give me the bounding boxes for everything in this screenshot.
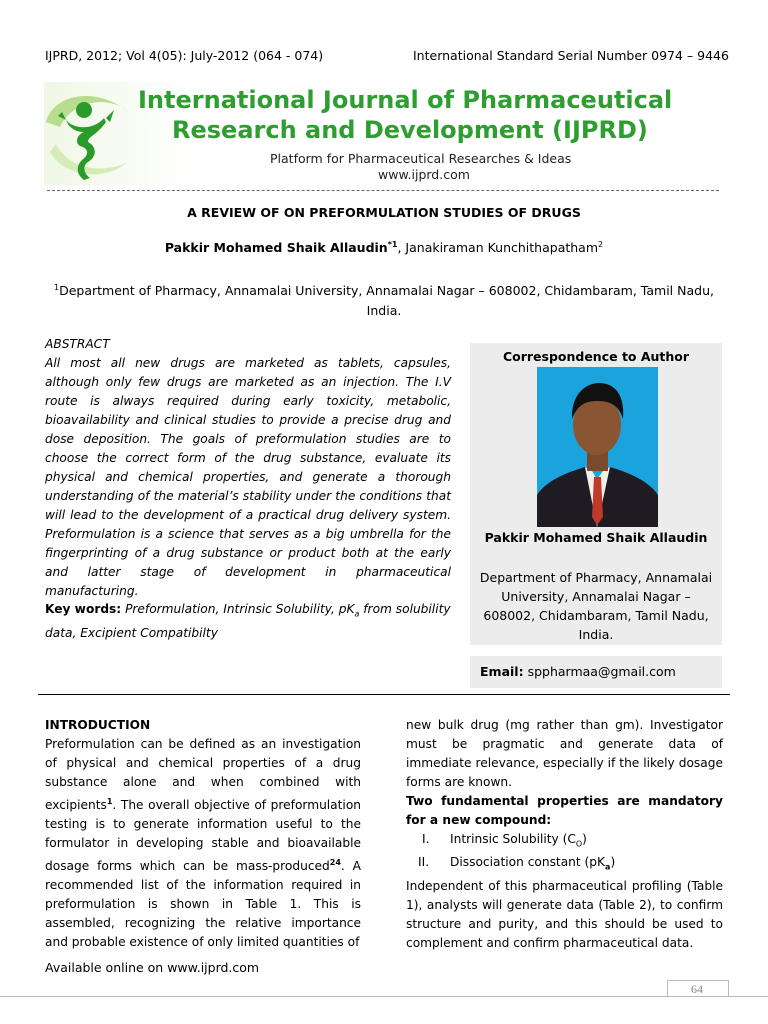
footer-rule [0,996,768,997]
keywords-label: Key words: [45,602,122,616]
citation-1: 1 [106,797,113,806]
affiliation-text: Department of Pharmacy, Annamalai University, Annamalai Nagar – 608002, Chidambaram, Tamil Nadu, India. [59,283,714,319]
keywords-text-1: Preformulation, Intrinsic Solubility, pK [125,602,355,616]
paper-title: A REVIEW OF ON PREFORMULATION STUDIES OF DRUGS [187,205,581,220]
journal-subtitle: Platform for Pharmaceutical Researches & Ideas [270,151,572,166]
list-item-subscript: a [605,862,611,872]
author-list: Pakkir Mohamed Shaik Allaudin$^{*1}$, Janakiraman Kunchithapatham$^2$ [164,240,604,256]
list-item-end: ) [610,855,616,870]
list-item [406,830,723,853]
intro-text-3: . A recommended list of the information required in preformulation is shown in Table 1. This is assembled, recognizing the relative importance and probable existence of only limited quantities of [45,859,362,950]
intro-heading: INTRODUCTION [45,718,151,732]
abstract-text: All most all new drugs are marketed as tablets, capsules, although only few drugs are marketed as an injection. The I.V route is always required during early toxicity, metabolic, bioavailability and clinical studies to provide a precise drug and dose deposition. The goals of preformulation studies are to choose the correct form of the drug substance, evaluate its physical and chemical properties, and generate a thorough understanding of the material’s stability under the conditions that will lead to the development of a practical drug delivery system. Preformulation is a science that serves as a big umbrella for the fingerprinting of a drug substance or product both at the early and latter stage of development in pharmaceutical manufacturing. [45,356,451,598]
keywords-subscript: a [354,609,360,619]
journal-logo-icon [44,82,134,186]
running-header-left: IJPRD, 2012; Vol 4(05): July-2012 (064 - 074) [45,48,324,63]
list-item-text: Intrinsic Solubility (C [450,832,576,846]
author-portrait-icon [537,367,658,527]
author-photo [537,367,658,527]
list-item-subscript: O [575,839,583,849]
list-item [406,853,723,876]
affiliation-marker: 1 [54,283,60,292]
author-1-name: Pakkir Mohamed Shaik Allaudin [164,240,388,256]
properties-heading: Two fundamental properties are mandatory for a new compound: [406,794,723,827]
abstract-heading: ABSTRACT [45,337,110,351]
correspondence-name: Pakkir Mohamed Shaik Allaudin [484,530,708,545]
author-2-name: Janakiraman Kunchithapatham [405,240,599,256]
abstract [45,335,451,601]
correspondence-title: Correspondence to Author [502,349,690,364]
keywords-text-2: from solubility data, Excipient Compatibilty [45,602,451,640]
citation-2: 24 [329,858,341,868]
journal-title [138,85,738,145]
author-2-marker: 2 [598,240,604,249]
journal-title-line1: International Journal of Pharmaceutical [138,86,673,114]
page-number: 64 [691,982,703,996]
affiliation [50,278,718,321]
journal-title-line2: Research and Development (IJPRD) [172,116,648,144]
list-item-number: I. [422,832,430,846]
intro-text-continued: new bulk drug (mg rather than gm). Investigator must be pragmatic and generate data of immediate relevance, especially if the likely dosage forms are known. [406,718,723,789]
list-item-text: Dissociation constant (pK [450,855,606,870]
email-address[interactable]: sppharmaa@gmail.com [527,664,676,679]
section-divider [38,694,730,695]
journal-url[interactable]: www.ijprd.com [378,167,470,182]
body-column-left [45,716,361,952]
keywords [45,600,451,643]
email-label: Email: [480,664,524,679]
author-1-marker: *1 [387,240,398,249]
intro-text-1: Preformulation can be defined as an investigation of physical and chemical properties of a drug substance alone and when combined with excipients [45,737,361,813]
correspondence-email [480,664,676,679]
intro-text-2: . The overall objective of preformulation testing is to generate information useful to the formulator in developing stable and bioavailable dosage forms which can be mass-produced [45,798,361,874]
intro-text-profiling: Independent of this pharmaceutical profiling (Table 1), analysts will generate data (Table 2), to confirm structure and purity, and this should be used to complement and confirm pharmaceutical data. [406,878,723,950]
dashed-divider [47,190,719,191]
availability-note: Available online on www.ijprd.com [45,960,260,975]
correspondence-department: Department of Pharmacy, Annamalai University, Annamalai Nagar – 608002, Chidambaram, Tamil Nadu, India. [479,570,713,642]
list-item-end: ) [582,832,587,846]
running-header-right: International Standard Serial Number 0974 – 9446 [413,48,729,63]
list-item-number: II. [418,855,430,870]
body-column-right [406,716,723,953]
